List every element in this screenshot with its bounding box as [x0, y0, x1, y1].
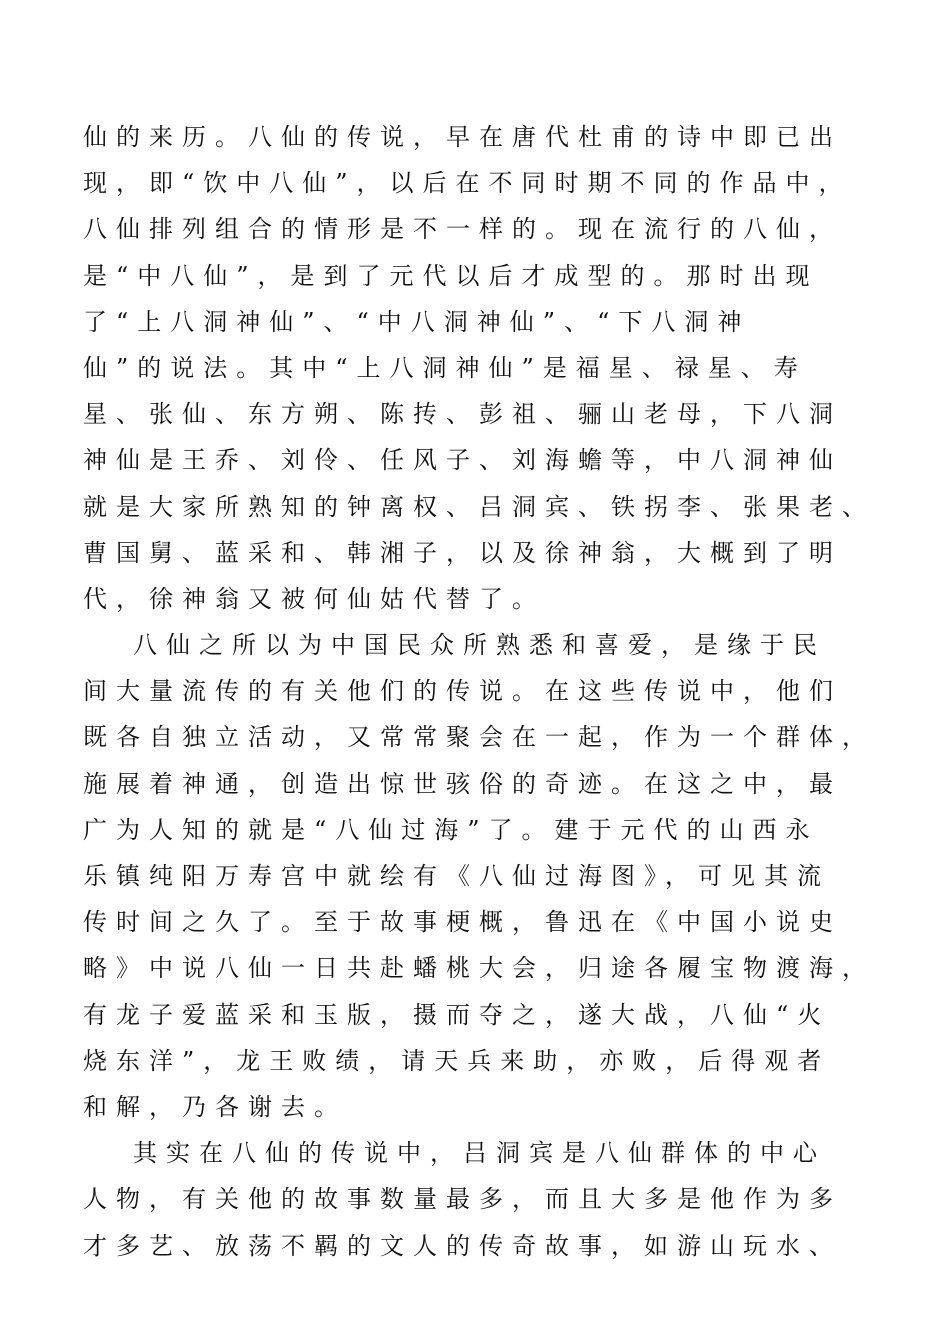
text-line-14: 既各自独立活动，又常常聚会在一起，作为一个群体， — [83, 723, 875, 752]
text-line-20: 有龙子爱蓝采和玉版，摄而夺之，遂大战，八仙“火 — [83, 1000, 831, 1029]
text-line-21: 烧东洋”，龙王败绩，请天兵来助，亦败，后得观者 — [83, 1046, 831, 1075]
text-line-17: 乐镇纯阳万寿宫中就绘有《八仙过海图》，可见其流 — [83, 862, 830, 890]
text-line-19: 略》中说八仙一日共赴蟠桃大会，归途各履宝物渡海， — [83, 954, 875, 983]
text-line-12: 八仙之所以为中国民众所熟悉和喜爱，是缘于民 — [133, 631, 826, 660]
text-line-3: 八仙排列组合的情形是不一样的。现在流行的八仙， — [83, 215, 842, 244]
body-text — [83, 114, 883, 1269]
text-line-8: 神仙是王乔、刘伶、任风子、刘海蟾等，中八洞神仙 — [83, 446, 842, 475]
text-line-13: 间大量流传的有关他们的传说。在这些传说中，他们 — [83, 677, 842, 706]
text-line-4: 是“中八仙”，是到了元代以后才成型的。那时出现 — [83, 261, 819, 290]
text-line-11: 代，徐神翁又被何仙姑代替了。 — [83, 584, 545, 613]
text-line-9: 就是大家所熟知的钟离权、吕洞宾、铁拐李、张果老、 — [83, 492, 875, 521]
text-line-10: 曹国舅、蓝采和、韩湘子，以及徐神翁，大概到了明 — [83, 538, 842, 567]
text-line-2: 现，即“饮中八仙”，以后在不同时期不同的作品中， — [83, 169, 852, 198]
text-line-5: 了“上八洞神仙”、“中八洞神仙”、“下八洞神 — [83, 307, 751, 336]
text-line-7: 星、张仙、东方朔、陈抟、彭祖、骊山老母，下八洞 — [83, 400, 842, 429]
text-line-22: 和解，乃各谢去。 — [83, 1092, 347, 1121]
text-line-1: 仙的来历。八仙的传说，早在唐代杜甫的诗中即已出 — [83, 123, 842, 151]
text-line-18: 传时间之久了。至于故事梗概，鲁迅在《中国小说史 — [83, 908, 842, 937]
text-line-24: 人物，有关他的故事数量最多，而且大多是他作为多 — [83, 1185, 842, 1214]
text-line-25: 才多艺、放荡不羁的文人的传奇故事，如游山玩水、 — [83, 1231, 842, 1260]
text-line-23: 其实在八仙的传说中，吕洞宾是八仙群体的中心 — [133, 1139, 826, 1168]
text-line-15: 施展着神通，创造出惊世骇俗的奇迹。在这之中，最 — [83, 769, 842, 798]
text-line-16: 广为人知的就是“八仙过海”了。建于元代的山西永 — [83, 815, 819, 844]
text-line-6: 仙”的说法。其中“上八洞神仙”是福星、禄星、寿 — [83, 353, 807, 382]
